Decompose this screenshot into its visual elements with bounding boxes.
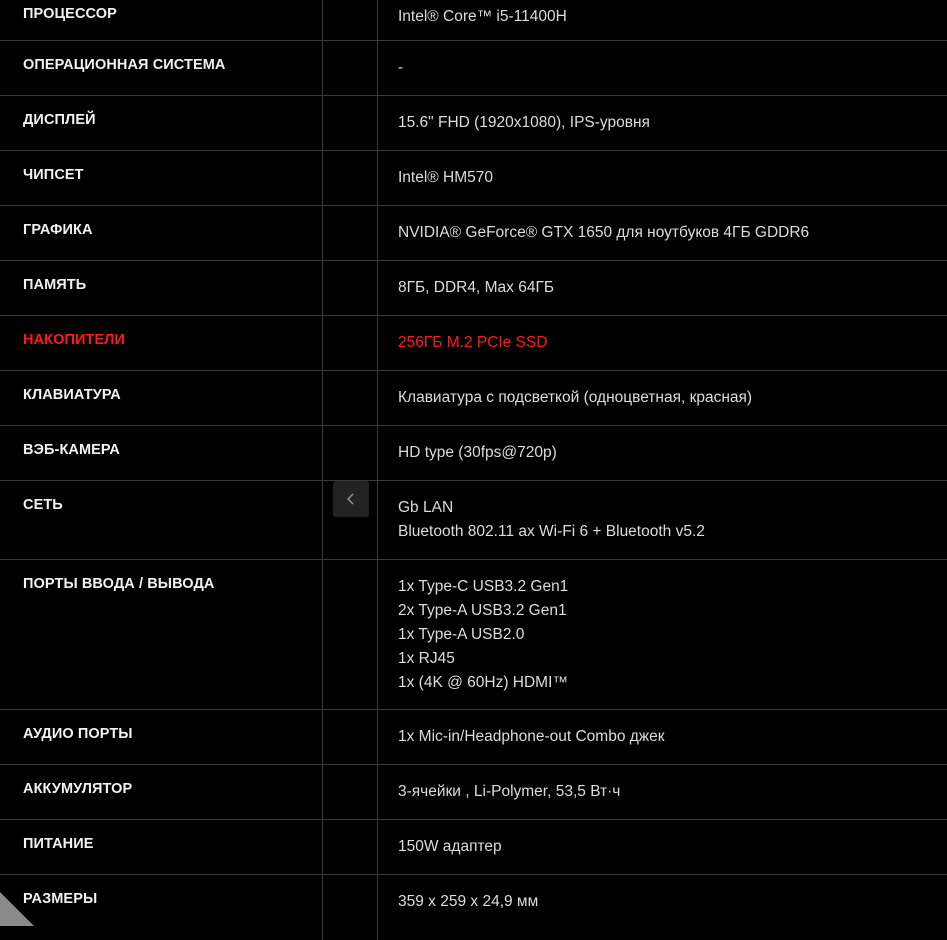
spec-label: АУДИО ПОРТЫ [23, 726, 133, 742]
spec-label: ПРОЦЕССОР [23, 6, 117, 22]
spec-label: АККУМУЛЯТОР [23, 781, 133, 797]
spec-row-io-ports [0, 560, 947, 710]
spec-value: 150W адаптер [398, 838, 502, 855]
spec-value: Gb LAN Bluetooth 802.11 ax Wi-Fi 6 + Bluetooth v5.2 [398, 499, 705, 540]
spec-value: 3-ячейки , Li-Polymer, 53,5 Вт·ч [398, 783, 621, 800]
column-gap [322, 316, 378, 370]
column-gap [322, 765, 378, 819]
spec-value: 359 x 259 x 24,9 мм [398, 893, 539, 910]
spec-row-cpu [0, 0, 947, 41]
column-gap [322, 151, 378, 205]
spec-value: HD type (30fps@720p) [398, 444, 557, 461]
spec-value: 256ГБ M.2 PCIe SSD [398, 334, 548, 351]
spec-value: 15.6" FHD (1920x1080), IPS-уровня [398, 114, 650, 131]
spec-label: ПОРТЫ ВВОДА / ВЫВОДА [23, 576, 215, 592]
spec-label: ПАМЯТЬ [23, 277, 87, 293]
spec-value: - [398, 59, 404, 76]
spec-row-battery [0, 765, 947, 820]
spec-row-dimensions [0, 875, 947, 940]
column-gap [322, 371, 378, 425]
spec-label: НАКОПИТЕЛИ [23, 332, 126, 348]
spec-row-network [0, 481, 947, 560]
spec-row-graphics [0, 206, 947, 261]
spec-row-memory [0, 261, 947, 316]
spec-label: СЕТЬ [23, 497, 63, 513]
column-gap [322, 426, 378, 480]
spec-label: ВЭБ-КАМЕРА [23, 442, 120, 458]
spec-value: Intel® HM570 [398, 169, 493, 186]
spec-row-os [0, 41, 947, 96]
column-gap [322, 820, 378, 874]
spec-row-chipset [0, 151, 947, 206]
spec-label: ПИТАНИЕ [23, 836, 94, 852]
corner-triangle-icon [0, 892, 34, 926]
spec-value: NVIDIA® GeForce® GTX 1650 для ноутбуков 4ГБ GDDR6 [398, 224, 810, 241]
column-gap [322, 41, 378, 95]
column-gap [322, 0, 378, 40]
spec-value: 8ГБ, DDR4, Max 64ГБ [398, 279, 555, 296]
column-gap [322, 206, 378, 260]
column-gap [322, 710, 378, 764]
spec-label: ДИСПЛЕЙ [23, 112, 96, 128]
column-gap [322, 560, 378, 709]
spec-label: РАЗМЕРЫ [23, 891, 98, 907]
spec-row-storage [0, 316, 947, 371]
spec-label: ОПЕРАЦИОННАЯ СИСТЕМА [23, 57, 226, 73]
collapse-button[interactable] [333, 481, 369, 517]
spec-value: 1x Type-C USB3.2 Gen1 2x Type-A USB3.2 Gen1 1x Type-A USB2.0 1x RJ45 1x (4K @ 60Hz) HDMI™ [398, 578, 569, 691]
spec-value: Клавиатура с подсветкой (одноцветная, красная) [398, 389, 753, 406]
column-gap [322, 96, 378, 150]
spec-label: ЧИПСЕТ [23, 167, 84, 183]
column-gap [322, 261, 378, 315]
spec-row-display [0, 96, 947, 151]
spec-label: ГРАФИКА [23, 222, 93, 238]
column-gap [322, 875, 378, 940]
spec-value: 1x Mic-in/Headphone-out Combo джек [398, 728, 665, 745]
spec-row-keyboard [0, 371, 947, 426]
spec-row-power [0, 820, 947, 875]
chevron-left-icon [344, 492, 358, 506]
spec-row-webcam [0, 426, 947, 481]
spec-label: КЛАВИАТУРА [23, 387, 121, 403]
spec-value: Intel® Core™ i5-11400H [398, 8, 567, 25]
spec-row-audio [0, 710, 947, 765]
